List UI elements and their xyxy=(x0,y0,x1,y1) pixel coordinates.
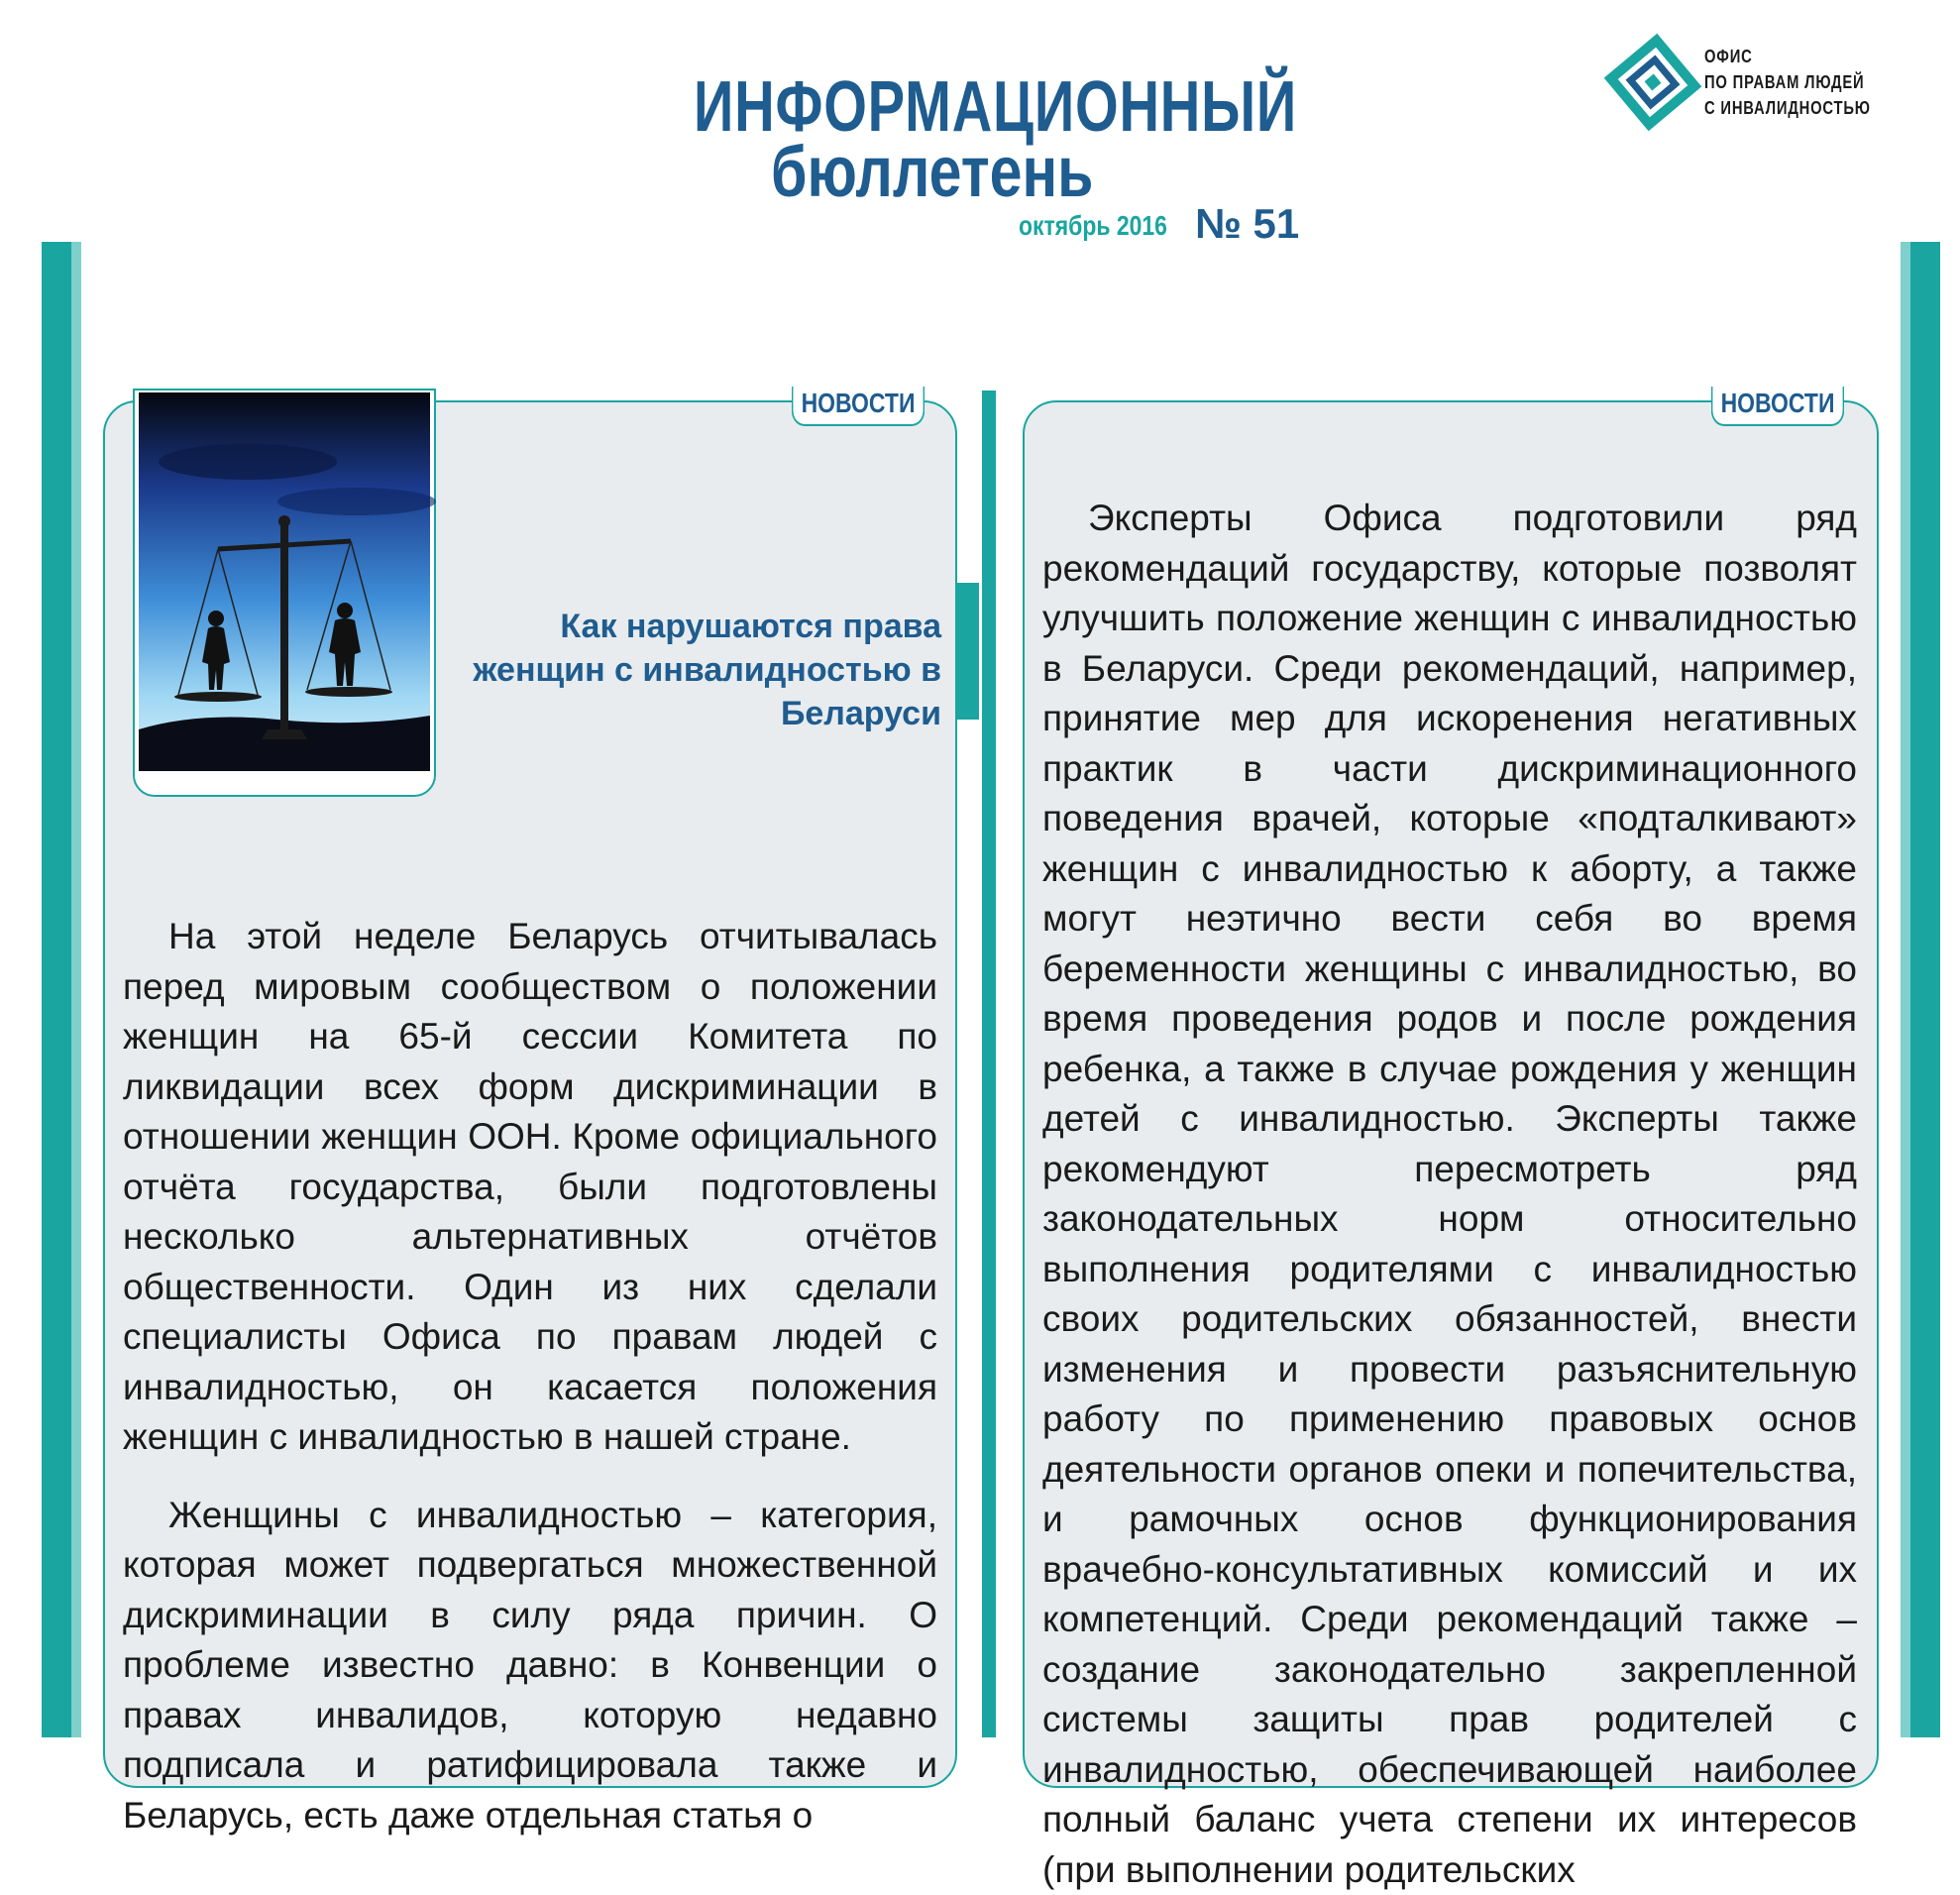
scales-of-justice-image xyxy=(139,392,430,771)
article-headline: Как нарушаются права женщин с инвалидностью в Беларуси xyxy=(473,608,941,732)
article-paragraph: На этой неделе Беларусь отчитывалась перед мировым сообществом о положении женщин на 65-й сессии Комитета по ликвидации всех форм дискриминации в отношении женщин ООН. Кроме официального отчёта государства, были подготовлены несколько альтернативных отчётов общественности. Один из них сделали специалисты Офиса по правам людей с инвалидностью, он касается положения женщин с инвалидностью в нашей стране. xyxy=(123,916,937,1457)
title-line-2: бюллетень xyxy=(771,133,1094,212)
office-name-line-2: ПО ПРАВАМ ЛЮДЕЙ xyxy=(1704,72,1865,92)
office-name xyxy=(1704,44,1871,121)
office-name-line-1: ОФИС xyxy=(1704,47,1753,66)
issue-number: № 51 xyxy=(1195,200,1300,247)
column-divider-accent xyxy=(957,583,979,720)
issue-date: октябрь 2016 xyxy=(1019,210,1167,241)
article-paragraph: Эксперты Офиса подготовили ряд рекомендаций государству, которые позволят улучшить положение женщин с инвалидностью в Беларуси. Среди рекомендаций, например, принятие мер для искоренения негативных практик в части дискриминационного поведения врачей, которые «подталкивают» женщин с инвалидностью к аборту, а также могут неэтично вести себя во время беременности женщины с инвалидностью, во время проведения родов и после рождения ребенка, а также в случае рождения у женщин детей с инвалидностью. Эксперты также рекомендуют пересмотреть ряд законодательных норм относительно выполнения родителями с инвалидностью своих родительских обязанностей, внести изменения и провести разъяснительную работу по применению правовых основ деятельности органов опеки и попечительства, и рамочных основ функционирования врачебно-консультативных комиссий и их компетенций. Среди рекомендаций также – создание законодательно закрепленной системы защиты прав родителей с инвалидностью, обеспечивающей наиболее полный баланс учета степени их интересов (при выполнении родительских xyxy=(1042,498,1857,1890)
article-paragraph: Женщины с инвалидностью – категория, которая может подвергаться множественной дискриминации в силу ряда причин. О проблеме известно давно: в Конвенции о правах инвалидов, которую недавно подписала и ратифицировала также и Беларусь, есть даже отдельная статья о xyxy=(123,1494,937,1836)
office-logo-icon xyxy=(1603,38,1702,127)
right-decorative-bar xyxy=(1901,242,1940,1737)
news-section-tag: НОВОСТИ xyxy=(792,387,926,426)
title-line-1: ИНФОРМАЦИОННЫЙ xyxy=(694,67,1298,147)
left-article-body xyxy=(123,912,937,1868)
issue-info xyxy=(1019,200,1300,247)
news-section-tag: НОВОСТИ xyxy=(1711,387,1845,426)
right-article-body xyxy=(1042,494,1857,1895)
office-name-line-3: С ИНВАЛИДНОСТЬЮ xyxy=(1704,98,1871,118)
column-divider xyxy=(982,390,996,1737)
left-decorative-bar xyxy=(42,242,81,1737)
